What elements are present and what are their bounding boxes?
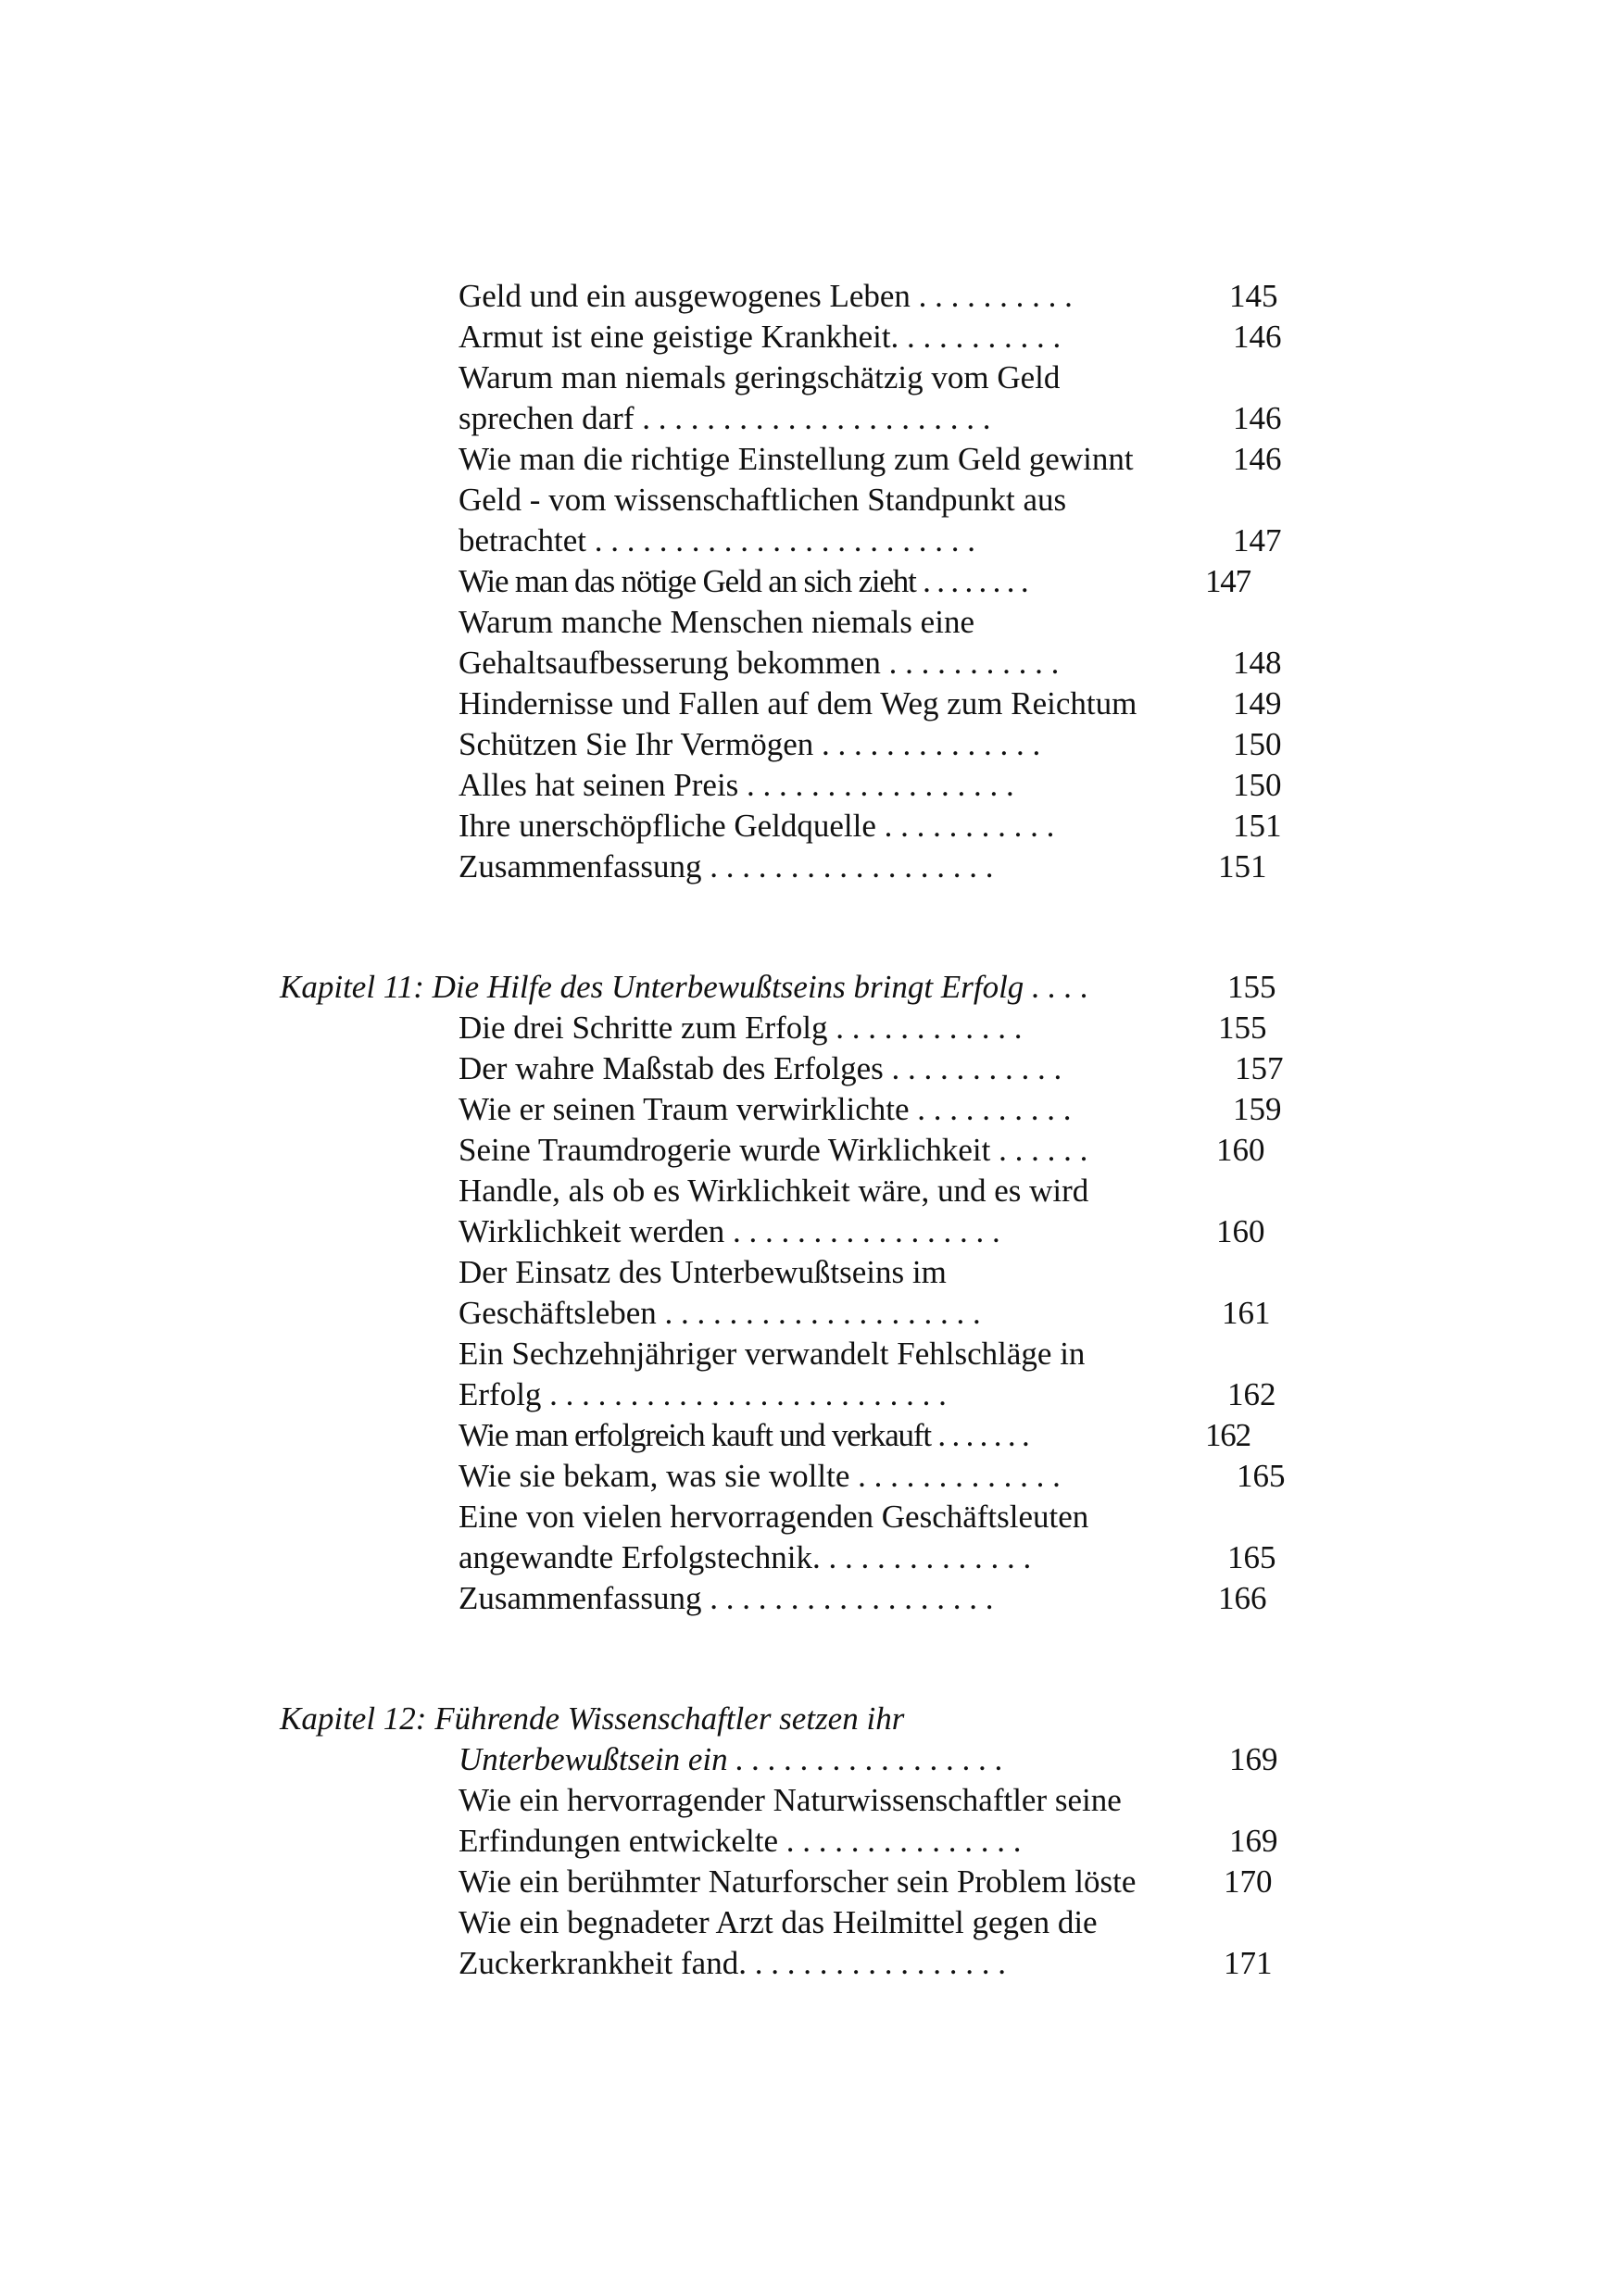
toc-entry-title-line2: sprechen darf . . . . . . . . . . . . . . . . . . . . . . — [459, 400, 991, 436]
toc-entry-title: Seine Traumdrogerie wurde Wirklichkeit . . . . . . — [459, 1132, 1088, 1168]
toc-entry-title-line2: Geschäftsleben . . . . . . . . . . . . . . . . . . . . — [459, 1295, 981, 1331]
toc-entry-title-line1: Wie ein begnadeter Arzt das Heilmittel gegen die — [459, 1904, 1098, 1940]
toc-page-number: 169 — [1229, 1823, 1278, 1859]
toc-page-number: 162 — [1227, 1376, 1276, 1412]
toc-entry-title-line2: Wirklichkeit werden . . . . . . . . . . . . . . . . . — [459, 1213, 1000, 1249]
toc-page-number: 161 — [1222, 1295, 1271, 1331]
toc-page-number: 146 — [1233, 319, 1282, 355]
toc-entry-title: Zusammenfassung . . . . . . . . . . . . . . . . . . — [459, 1580, 994, 1616]
toc-page-number: 165 — [1227, 1539, 1276, 1575]
toc-page-number: 165 — [1237, 1458, 1286, 1494]
toc-entry-title: Hindernisse und Fallen auf dem Weg zum Reichtum — [459, 685, 1137, 721]
toc-page-number: 171 — [1224, 1945, 1273, 1981]
toc-entry-title-line2: betrachtet . . . . . . . . . . . . . . . . . . . . . . . . — [459, 522, 975, 558]
toc-entry-title-line1: Der Einsatz des Unterbewußtseins im — [459, 1254, 947, 1290]
toc-page-number: 159 — [1233, 1091, 1282, 1127]
toc-page-number: 148 — [1233, 645, 1282, 681]
toc-entry-title: Geld und ein ausgewogenes Leben . . . . . . . . . . — [459, 278, 1073, 314]
toc-page-number: 162 — [1205, 1417, 1250, 1453]
toc-page-number: 155 — [1218, 1010, 1267, 1046]
toc-page-number: 170 — [1224, 1863, 1273, 1900]
toc-page-number: 155 — [1227, 969, 1276, 1005]
toc-entry-title: Zusammenfassung . . . . . . . . . . . . . . . . . . — [459, 848, 994, 885]
toc-page-number: 146 — [1233, 400, 1282, 436]
toc-entry-title: Wie man das nötige Geld an sich zieht . . . . . . . . — [459, 563, 1028, 599]
toc-entry-title: Wie man erfolgreich kauft und verkauft . . . . . . . — [459, 1417, 1029, 1453]
toc-entry-title: Wie man die richtige Einstellung zum Geld gewinnt — [459, 441, 1134, 477]
toc-page-number: 149 — [1233, 685, 1282, 721]
toc-entry-title: Der wahre Maßstab des Erfolges . . . . . . . . . . . — [459, 1050, 1062, 1086]
toc-entry-title: Schützen Sie Ihr Vermögen . . . . . . . . . . . . . . — [459, 726, 1041, 762]
toc-entry-title-line1: Wie ein hervorragender Naturwissenschaftler seine — [459, 1782, 1122, 1818]
toc-entry-title-line2: Zuckerkrankheit fand. . . . . . . . . . . . . . . . . — [459, 1945, 1006, 1981]
toc-entry-title-line2: angewandte Erfolgstechnik. . . . . . . . . . . . . . — [459, 1539, 1032, 1575]
chapter-title-line1: Kapitel 12: Führende Wissenschaftler setzen ihr — [280, 1700, 905, 1737]
toc-entry-title-line1: Warum manche Menschen niemals eine — [459, 604, 974, 640]
toc-page-number: 146 — [1233, 441, 1282, 477]
toc-page-number: 151 — [1218, 848, 1267, 885]
toc-page-number: 150 — [1233, 726, 1282, 762]
toc-entry-title: Die drei Schritte zum Erfolg . . . . . . . . . . . . — [459, 1010, 1023, 1046]
toc-entry-title-line2: Erfindungen entwickelte . . . . . . . . . . . . . . . — [459, 1823, 1022, 1859]
chapter-title: Kapitel 11: Die Hilfe des Unterbewußtseins bringt Erfolg . . . . — [280, 969, 1089, 1005]
toc-entry-title-line2: Erfolg . . . . . . . . . . . . . . . . . . . . . . . . . — [459, 1376, 947, 1412]
chapter-title-line2: Unterbewußtsein ein . . . . . . . . . . . . . . . . . — [459, 1741, 1004, 1777]
toc-entry-title-line1: Geld - vom wissenschaftlichen Standpunkt aus — [459, 482, 1067, 518]
toc-entry-title: Wie ein berühmter Naturforscher sein Problem löste — [459, 1863, 1137, 1900]
toc-page-number: 169 — [1229, 1741, 1278, 1777]
toc-page-number: 147 — [1233, 522, 1282, 558]
toc-entry-title-line1: Ein Sechzehnjähriger verwandelt Fehlschläge in — [459, 1336, 1086, 1372]
toc-entry-title: Armut ist eine geistige Krankheit. . . . . . . . . . . — [459, 319, 1062, 355]
toc-entry-title-line2: Gehaltsaufbesserung bekommen . . . . . . . . . . . — [459, 645, 1060, 681]
toc-page-number: 145 — [1229, 278, 1278, 314]
toc-entry-title: Wie er seinen Traum verwirklichte . . . . . . . . . . — [459, 1091, 1072, 1127]
toc-page-number: 151 — [1233, 808, 1282, 844]
toc-page-number: 160 — [1216, 1132, 1265, 1168]
toc-entry-title: Wie sie bekam, was sie wollte . . . . . . . . . . . . . — [459, 1458, 1061, 1494]
toc-page-number: 150 — [1233, 767, 1282, 803]
toc-entry-title: Ihre unerschöpfliche Geldquelle . . . . . . . . . . . — [459, 808, 1055, 844]
toc-entry-title-line1: Warum man niemals geringschätzig vom Geld — [459, 359, 1061, 395]
toc-page-number: 160 — [1216, 1213, 1265, 1249]
toc-entry-title-line1: Handle, als ob es Wirklichkeit wäre, und es wird — [459, 1173, 1089, 1209]
toc-entry-title: Alles hat seinen Preis . . . . . . . . . . . . . . . . . — [459, 767, 1014, 803]
toc-page-number: 157 — [1235, 1050, 1284, 1086]
toc-entry-title-line1: Eine von vielen hervorragenden Geschäftsleuten — [459, 1499, 1089, 1535]
toc-page-number: 166 — [1218, 1580, 1267, 1616]
toc-page-number: 147 — [1205, 563, 1250, 599]
